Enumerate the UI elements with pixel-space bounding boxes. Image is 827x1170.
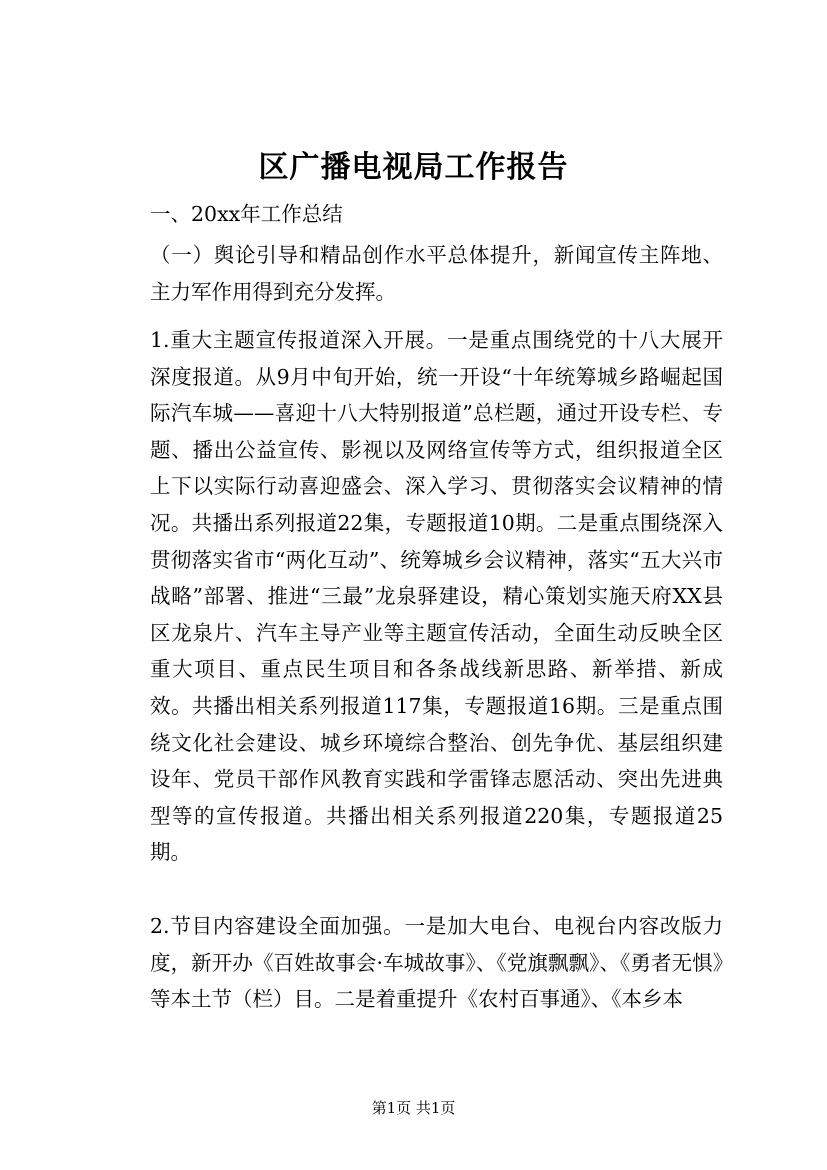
subsection-heading-text: （一）舆论引导和精品创作水平总体提升，新闻宣传主阵地、主力军作用得到充分发挥。 — [150, 243, 723, 304]
page-footer: 第1页 共1页 — [371, 1099, 456, 1117]
page-title: 区广播电视局工作报告 — [258, 150, 569, 185]
paragraph-program-content-text: 2.节目内容建设全面加强。一是加大电台、电视台内容改版力度，新开办《百姓故事会·车城故事》、《党旗飘飘》、《勇者无惧》等本土节（栏）目。二是着重提升《农村百事通》、《本乡本 — [150, 914, 723, 1012]
paragraph-major-themes — [113, 322, 723, 871]
subsection-heading — [113, 237, 723, 310]
paragraph-major-themes-text: 1.重大主题宣传报道深入开展。一是重点围绕党的十八大展开深度报道。从9月中旬开始，统一开设“十年统筹城乡路崛起国际汽车城——喜迎十八大特别报道”总栏题，通过开设专栏、专题、播出公益宣传、影视以及网络宣传等方式，组织报道全区上下以实际行动喜迎盛会、深入学习、贯彻落实会议精神的情况。共播出系列报道22集，专题报道10期。二是重点围绕深入贯彻落实省市“两化互动”、统筹城乡会议精神，落实“五大兴市战略”部署、推进“三最”龙泉驿建设，精心策划实施天府XX县区龙泉片、汽车主导产业等主题宣传活动，全面生动反映全区重大项目、重点民生项目和各条战线新思路、新举措、新成效。共播出相关系列报道117集，专题报道16期。三是重点围绕文化社会建设、城乡环境综合整治、创先争优、基层组织建设年、党员干部作风教育实践和学雷锋志愿活动、突出先进典型等的宣传报道。共播出相关系列报道220集，专题报道25期。 — [150, 328, 723, 865]
section-heading: 一、20xx年工作总结 — [150, 202, 343, 226]
paragraph-program-content — [113, 908, 723, 1018]
